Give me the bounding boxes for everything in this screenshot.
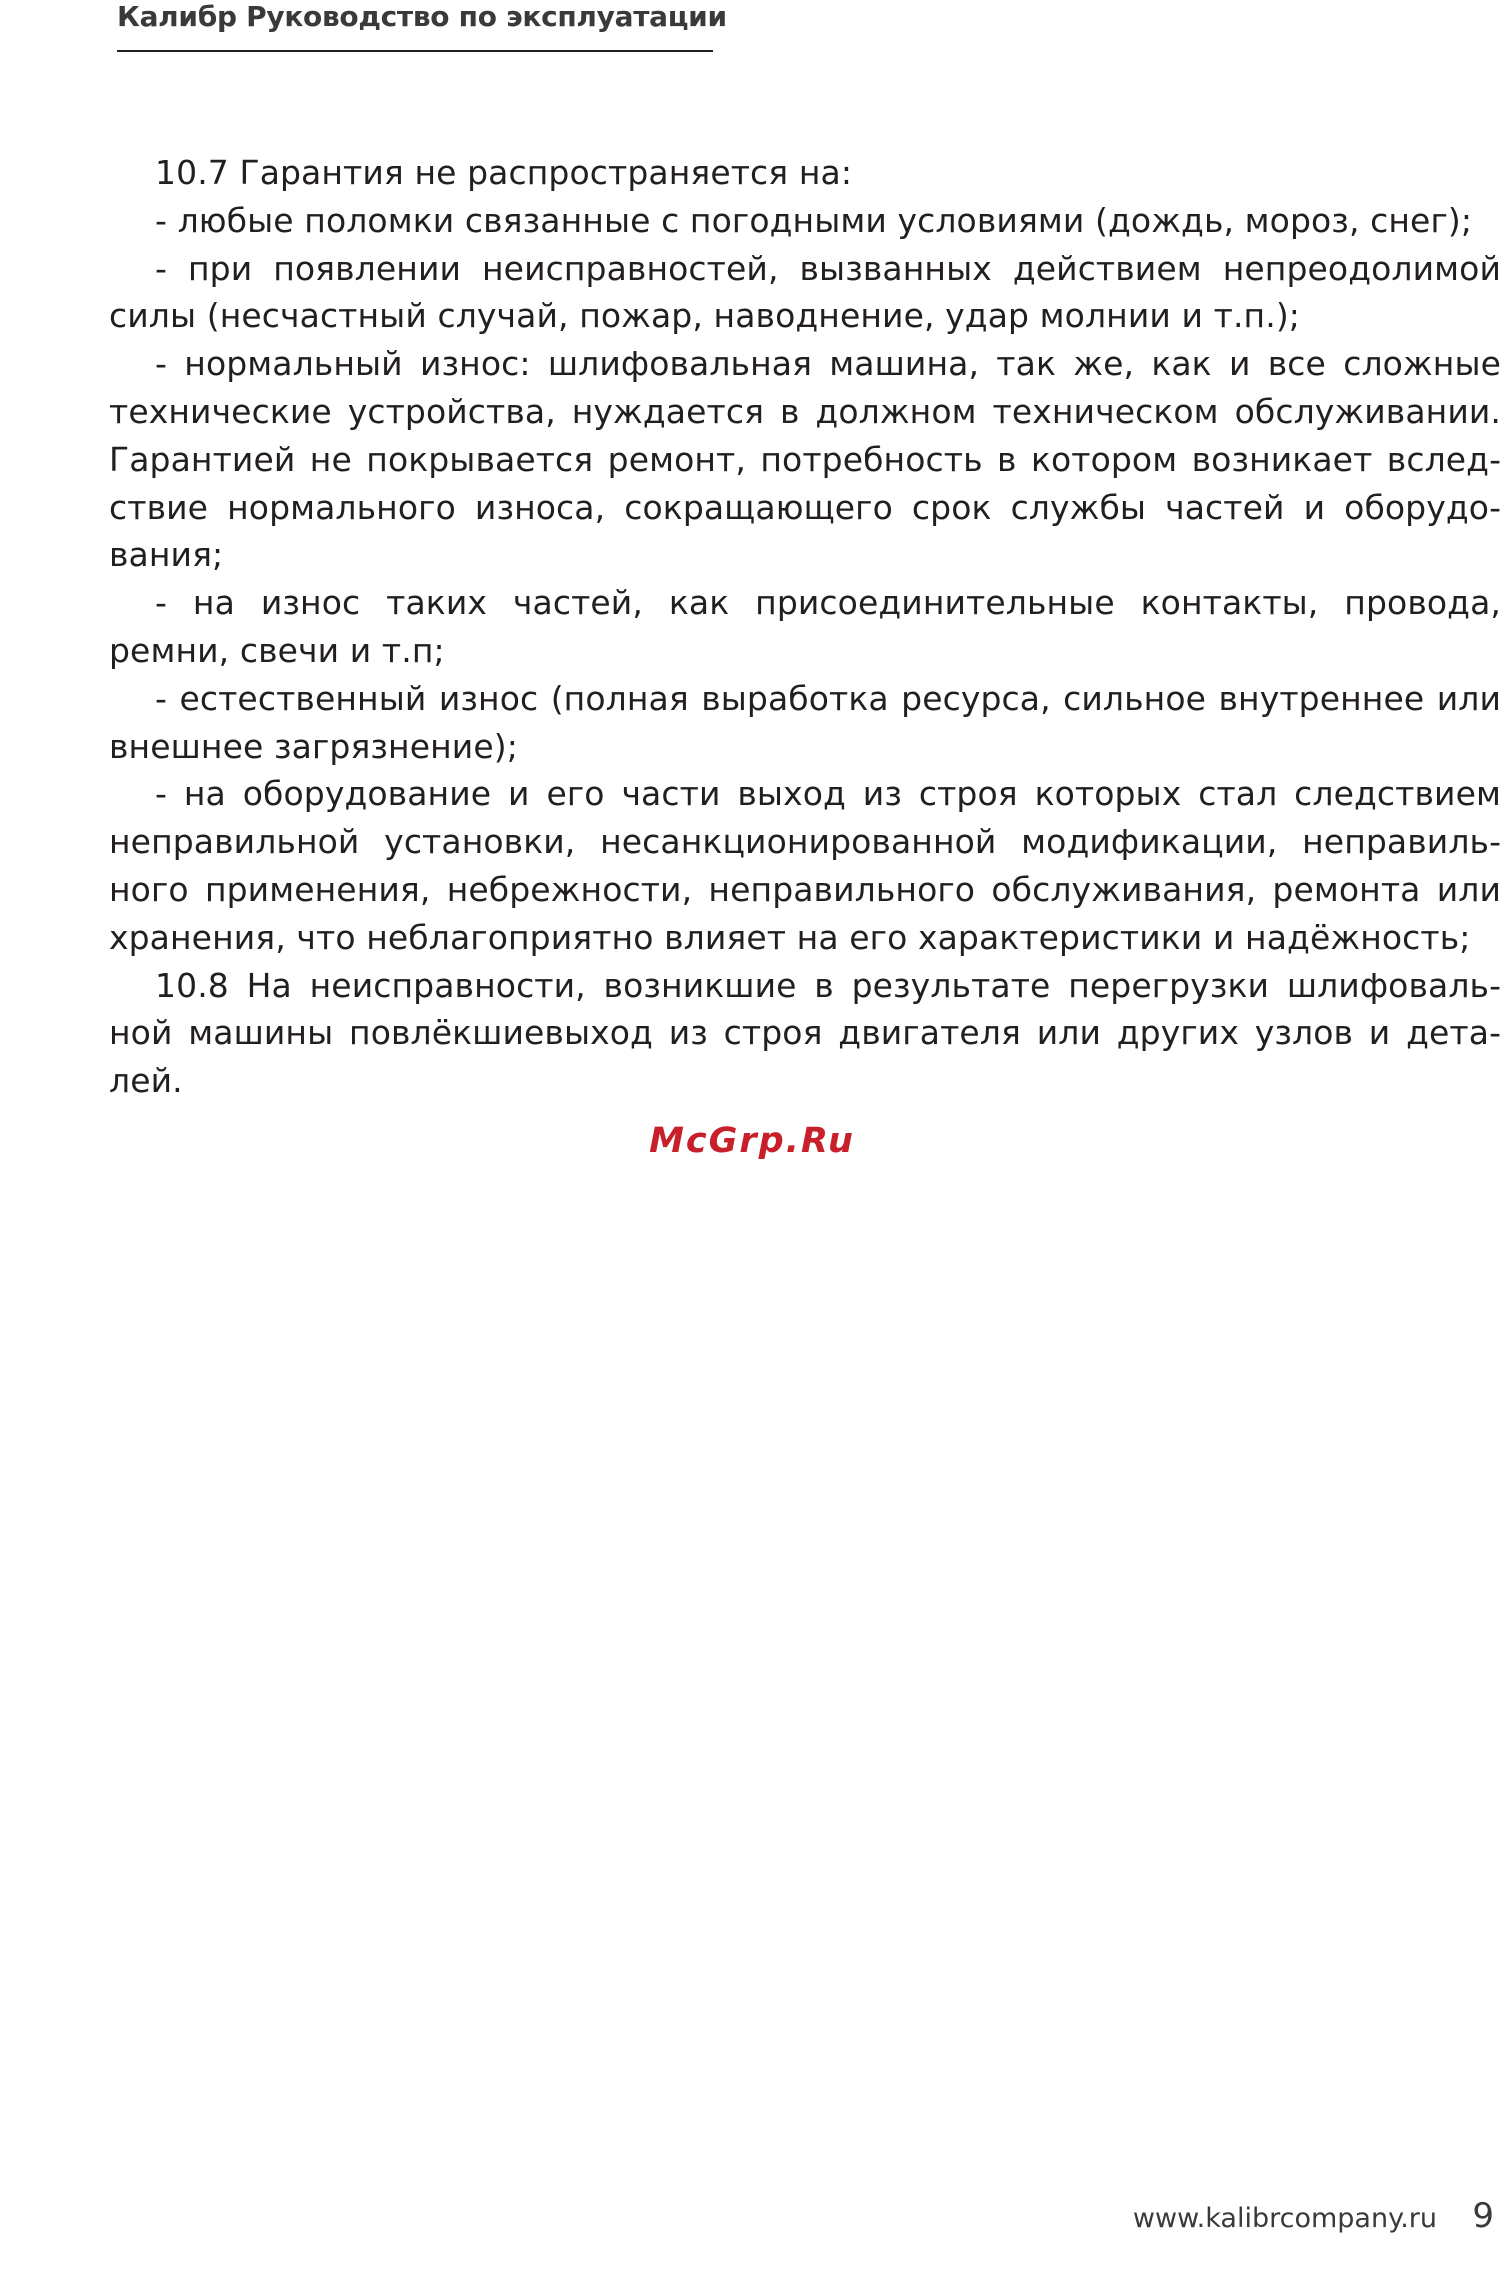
document-body — [109, 149, 1501, 1105]
page-number: 9 — [1472, 2196, 1494, 2236]
header-title: Калибр Руководство по эксплуатации — [117, 0, 727, 33]
paragraph-wear-parts: - на износ таких частей, как присоединительные контакты, провода, ремни, свечи и т.п; — [109, 583, 1501, 670]
paragraph-force-majeure: - при появлении неисправностей, вызванных действием непреодолимой силы (несчастный случай, пожар, наводнение, удар молнии и т.п.); — [109, 248, 1501, 336]
footer-url: www.kalibrcompany.ru — [1132, 2203, 1437, 2234]
paragraph-improper-use: - на оборудование и его части выход из строя которых стал следствием неправильной установки, несанкционированной модификации, неправильного применения, небрежности, неправильного обслуживания, ремонта или хранения, что неблагоприятно влияет на его характеристики и надёжность; — [109, 774, 1501, 957]
watermark: McGrp.Ru — [649, 1121, 855, 1161]
page-header — [117, 0, 727, 52]
paragraph-normal-wear: - нормальный износ: шлифовальная машина, так же, как и все сложные технические устройства, нуждается в должном техническом обслуживании. Гарантией не покрывается ремонт, потребность в котором возникает вследствие нормального износа, сокращающего срок службы частей и оборудования; — [109, 344, 1501, 575]
paragraph-weather-damage: - любые поломки связанные с погодными условиями (дождь, мороз, снег); — [155, 200, 1473, 240]
paragraph-warranty-intro: 10.7 Гарантия не распространяется на: — [155, 153, 853, 192]
paragraph-natural-wear: - естественный износ (полная выработка ресурса, сильное внутреннее или внешнее загрязнение); — [109, 678, 1501, 766]
paragraph-overload: 10.8 На неисправности, возникшие в результате перегрузки шлифовальной машины повлёкшиевыход из строя двигателя или других узлов и деталей. — [109, 965, 1501, 1101]
